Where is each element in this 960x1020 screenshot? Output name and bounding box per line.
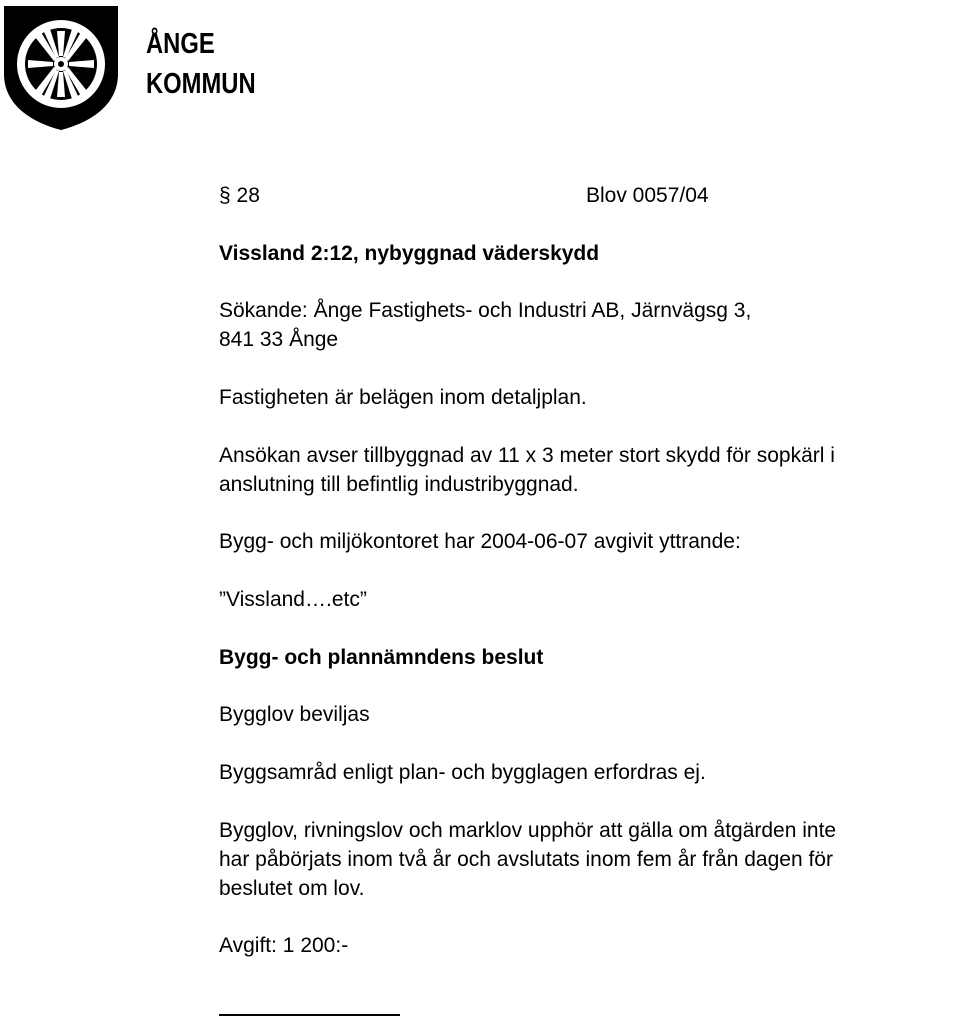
- signature-rule: [219, 1014, 400, 1016]
- validity-line-2: har påbörjats inom två år och avslutats inom fem år från dagen för: [219, 848, 833, 871]
- statement-quote: ”Vissland….etc”: [219, 588, 367, 611]
- fee-text: Avgift: 1 200:-: [219, 934, 349, 957]
- municipality-logo: [0, 0, 270, 135]
- validity-line-3: beslutet om lov.: [219, 877, 365, 900]
- statement-intro: Bygg- och miljökontoret har 2004-06-07 avgivit yttrande:: [219, 530, 741, 553]
- wheel-icon: [2, 4, 120, 132]
- consultation-text: Byggsamråd enligt plan- och bygglagen erfordras ej.: [219, 761, 706, 784]
- case-title: Vissland 2:12, nybyggnad väderskydd: [219, 242, 600, 265]
- logo-line-1: ÅNGE: [146, 28, 215, 60]
- logo-text: [146, 24, 256, 104]
- location-text: Fastigheten är belägen inom detaljplan.: [219, 386, 587, 409]
- decision-heading: Bygg- och plannämndens beslut: [219, 646, 544, 669]
- logo-line-2: KOMMUN: [146, 68, 256, 100]
- application-line-1: Ansökan avser tillbyggnad av 11 x 3 meter stort skydd för sopkärl i: [219, 444, 835, 467]
- application-line-2: anslutning till befintlig industribyggnad.: [219, 473, 579, 496]
- paragraph-number: § 28: [219, 184, 260, 207]
- decision-text: Bygglov beviljas: [219, 703, 370, 726]
- applicant-line-2: 841 33 Ånge: [219, 328, 339, 351]
- applicant-line-1: Sökande: Ånge Fastighets- och Industri AB, Järnvägsg 3,: [219, 299, 752, 322]
- case-reference: Blov 0057/04: [586, 184, 709, 207]
- validity-line-1: Bygglov, rivningslov och marklov upphör att gälla om åtgärden inte: [219, 819, 837, 842]
